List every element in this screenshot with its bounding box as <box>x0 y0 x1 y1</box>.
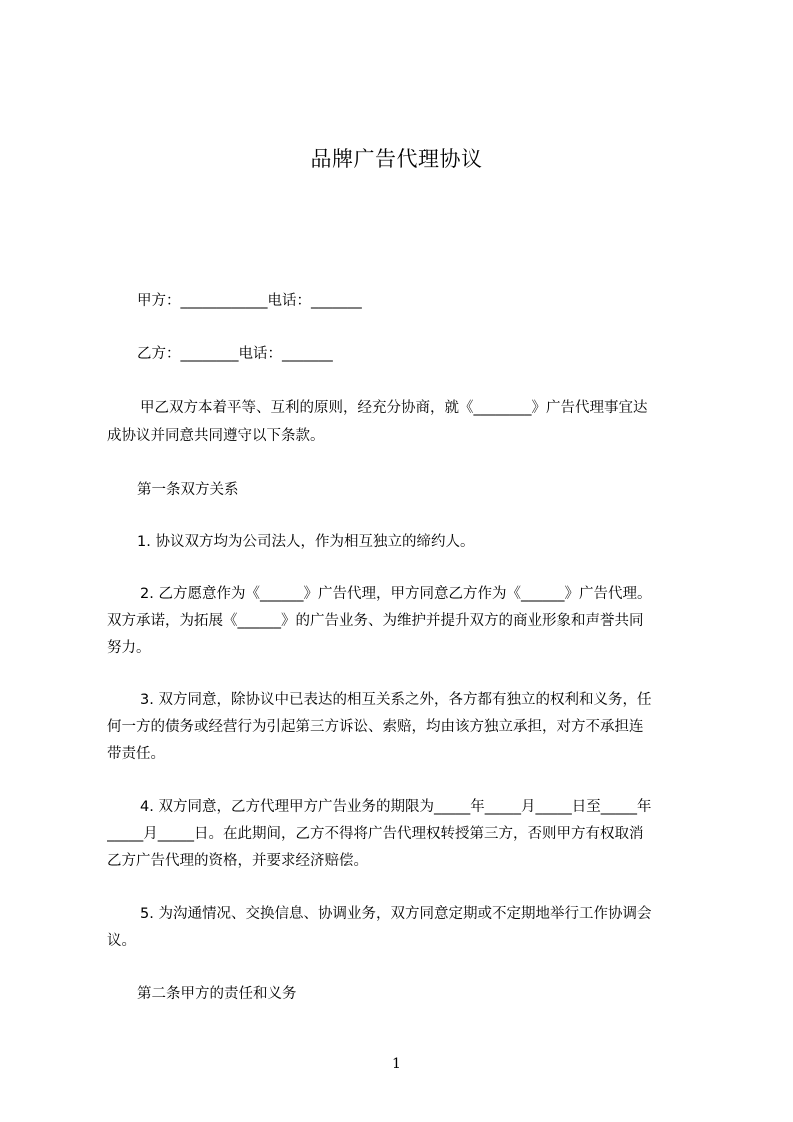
item-4-line-3: 乙方广告代理的资格，并要求经济赔偿。 <box>107 853 368 869</box>
item-2-line-2: 双方承诺，为拓展《______》的广告业务、为维护并提升双方的商业形象和声誉共同 <box>107 613 644 629</box>
article-2-heading: 第二条甲方的责任和义务 <box>137 986 297 1002</box>
item-3-line-1: 3. 双方同意，除协议中已表达的相互关系之外，各方都有独立的权利和义务，任 <box>140 692 652 708</box>
item-1: 1. 协议双方均为公司法人，作为相互独立的缔约人。 <box>137 534 475 550</box>
party-b-line: 乙方：________电话：_______ <box>137 346 333 362</box>
item-5-line-2: 议。 <box>107 933 136 949</box>
party-a-line: 甲方：____________电话：_______ <box>137 293 362 309</box>
intro-line-2: 成协议并同意共同遵守以下条款。 <box>107 428 325 444</box>
article-1-heading: 第一条双方关系 <box>137 482 239 498</box>
item-5-line-1: 5. 为沟通情况、交换信息、协调业务，双方同意定期或不定期地举行工作协调会 <box>140 906 652 922</box>
item-4-line-1: 4. 双方同意，乙方代理甲方广告业务的期限为_____年_____月_____日至_____年 <box>140 799 652 815</box>
item-3-line-3: 带责任。 <box>107 746 165 762</box>
page-number: 1 <box>392 1056 401 1072</box>
page-title: 品牌广告代理协议 <box>310 147 483 171</box>
item-4-line-2: _____月_____日。在此期间，乙方不得将广告代理权转授第三方，否则甲方有权取消 <box>107 826 644 842</box>
item-3-line-2: 何一方的债务或经营行为引起第三方诉讼、索赔，均由该方独立承担，对方不承担连 <box>107 719 644 735</box>
item-2-line-1: 2. 乙方愿意作为《______》广告代理，甲方同意乙方作为《______》广告代理。 <box>140 586 652 602</box>
item-2-line-3: 努力。 <box>107 640 151 656</box>
intro-line-1: 甲乙双方本着平等、互利的原则，经充分协商，就《________》广告代理事宜达 <box>140 400 648 416</box>
